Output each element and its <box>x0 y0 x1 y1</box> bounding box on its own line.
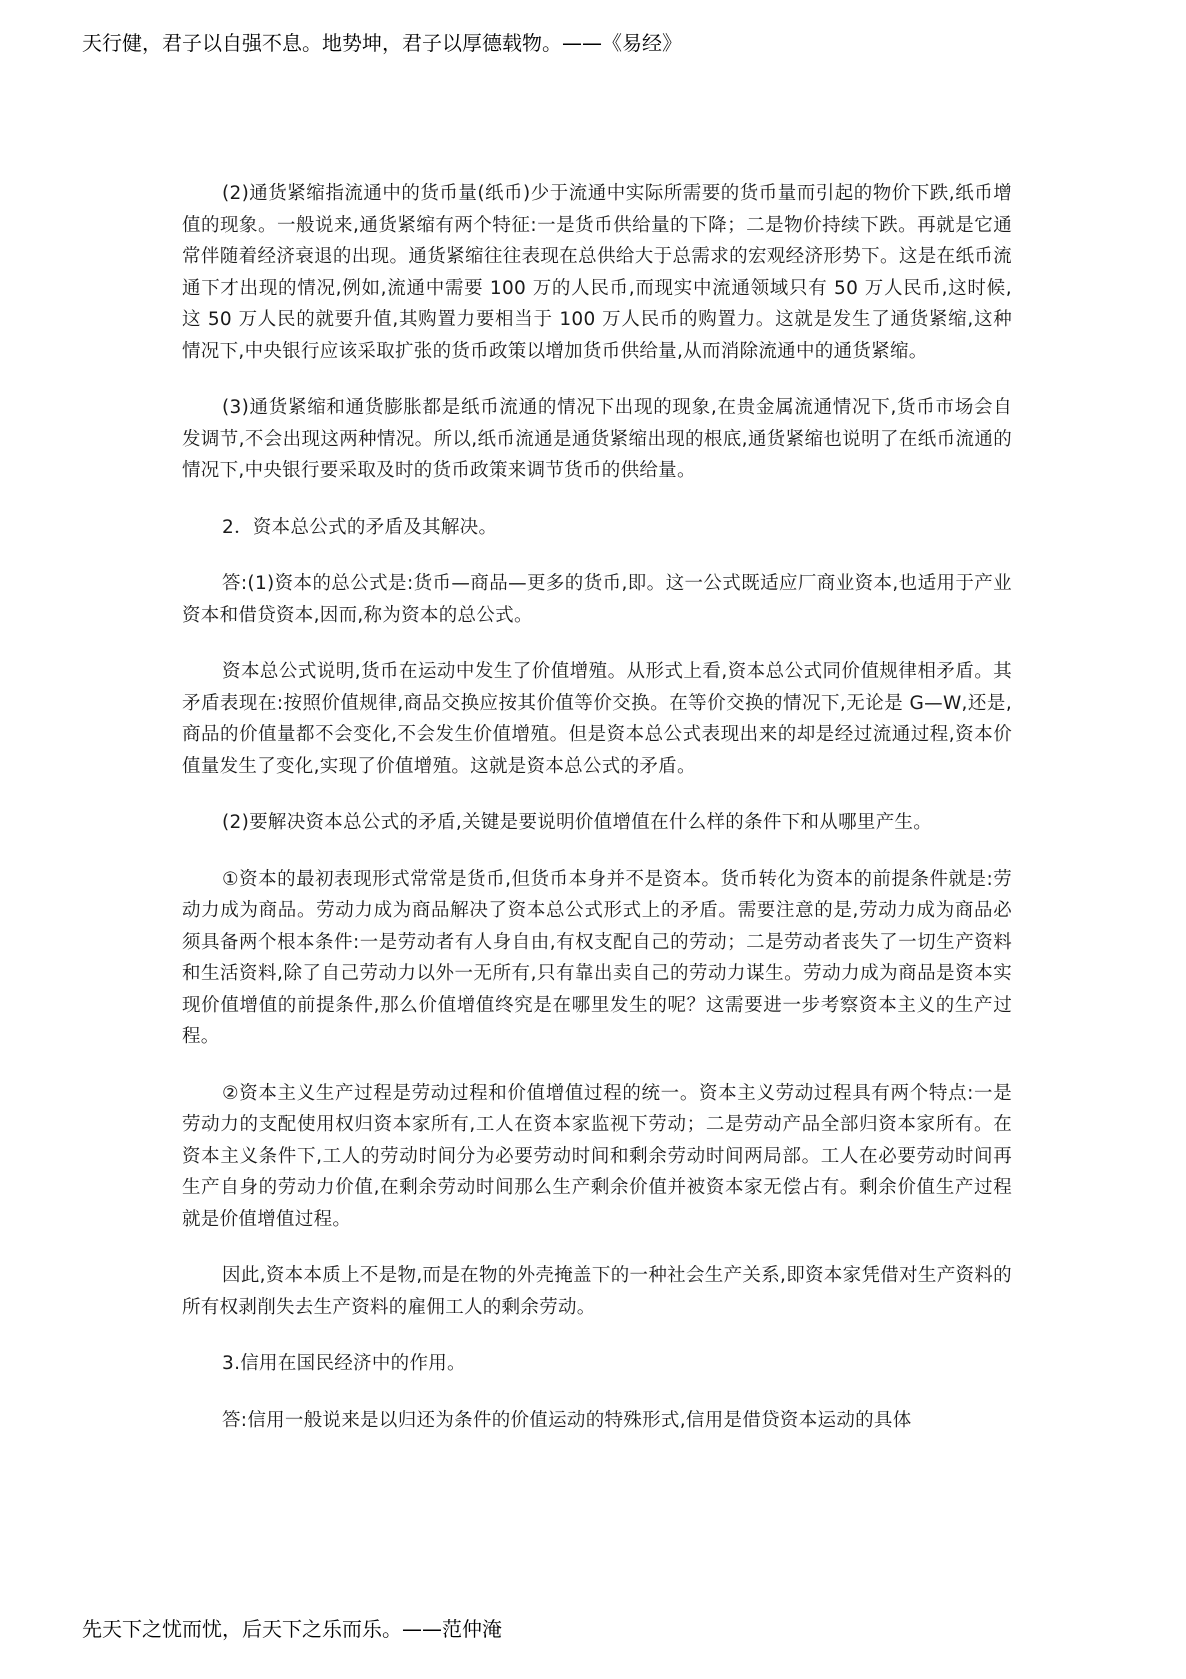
paragraph-answer-credit: 答:信用一般说来是以归还为条件的价值运动的特殊形式,信用是借贷资本运动的具体 <box>222 1409 912 1431</box>
question-heading-credit-role: 3.信用在国民经济中的作用。 <box>222 1353 466 1374</box>
paragraph-labor-power-commodity: ①资本的最初表现形式常常是货币,但货币本身并不是资本。货币转化为资本的前提条件就是:劳动力成为商品。劳动力成为商品解决了资本总公式形式上的矛盾。需要注意的是,劳动力成为商品必须具备两个根本条件:一是劳动者有人身自由,有权支配自己的劳动；二是劳动者丧失了一切生产资料和生活资料,除了自己劳动力以外一无所有,只有靠出卖自己的劳动力谋生。劳动力成为商品是资本实现价值增值的前提条件,那么价值增值终究是在哪里发生的呢？这需要进一步考察资本主义的生产过程。 <box>182 868 1012 1047</box>
paragraph-deflation-inflation: (3)通货紧缩和通货膨胀都是纸币流通的情况下出现的现象,在贵金属流通情况下,货币市场会自发调节,不会出现这两种情况。所以,纸币流通是通货紧缩出现的根底,通货紧缩也说明了在纸币流通的情况下,中央银行要采取及时的货币政策来调节货币的供给量。 <box>182 397 1012 481</box>
paragraph-capital-formula-contradiction: 资本总公式说明,货币在运动中发生了价值增殖。从形式上看,资本总公式同价值规律相矛盾。其矛盾表现在:按照价值规律,商品交换应按其价值等价交换。在等价交换的情况下,无论是 G—W,还是,商品的价值量都不会变化,不会发生价值增殖。但是资本总公式表现出来的却是经过流通过程,资本价值量发生了变化,实现了价值增殖。这就是资本总公式的矛盾。 <box>182 661 1012 777</box>
paragraph-capitalist-production: ②资本主义生产过程是劳动过程和价值增值过程的统一。资本主义劳动过程具有两个特点:一是劳动力的支配使用权归资本家所有,工人在资本家监视下劳动；二是劳动产品全部归资本家所有。在资本主义条件下,工人的劳动时间分为必要劳动时间和剩余劳动时间两局部。工人在必要劳动时间再生产自身的劳动力价值,在剩余劳动时间那么生产剩余价值并被资本家无偿占有。剩余价值生产过程就是价值增值过程。 <box>182 1082 1012 1230</box>
paragraph-capital-essence: 因此,资本本质上不是物,而是在物的外壳掩盖下的一种社会生产关系,即资本家凭借对生产资料的所有权剥削失去生产资料的雇佣工人的剩余劳动。 <box>182 1265 1012 1318</box>
paragraph-answer-capital-formula: 答:(1)资本的总公式是:货币—商品—更多的货币,即。这一公式既适应厂商业资本,也适用于产业资本和借贷资本,因而,称为资本的总公式。 <box>182 573 1012 626</box>
page-header-quote: 天行健，君子以自强不息。地势坤，君子以厚德载物。——《易经》 <box>82 31 682 55</box>
question-heading-capital-formula: 2．资本总公式的矛盾及其解决。 <box>222 516 498 538</box>
page-footer-quote: 先天下之忧而忧，后天下之乐而乐。——范仲淹 <box>82 1617 502 1641</box>
paragraph-deflation-definition: (2)通货紧缩指流通中的货币量(纸币)少于流通中实际所需要的货币量而引起的物价下跌,纸币增值的现象。一般说来,通货紧缩有两个特征:一是货币供给量的下降；二是物价持续下跌。再就是它通常伴随着经济衰退的出现。通货紧缩往往表现在总供给大于总需求的宏观经济形势下。这是在纸币流通下才出现的情况,例如,流通中需要 100 万的人民币,而现实中流通领域只有 50 万人民币,这时候,这 50 万人民的就要升值,其购置力要相当于 100 万人民币的购置力。这就是发生了通货紧缩,这种情况下,中央银行应该采取扩张的货币政策以增加货币供给量,从而消除流通中的通货紧缩。 <box>182 183 1012 362</box>
document-body <box>182 178 1012 1461</box>
paragraph-resolve-contradiction: (2)要解决资本总公式的矛盾,关键是要说明价值增值在什么样的条件下和从哪里产生。 <box>222 812 933 833</box>
